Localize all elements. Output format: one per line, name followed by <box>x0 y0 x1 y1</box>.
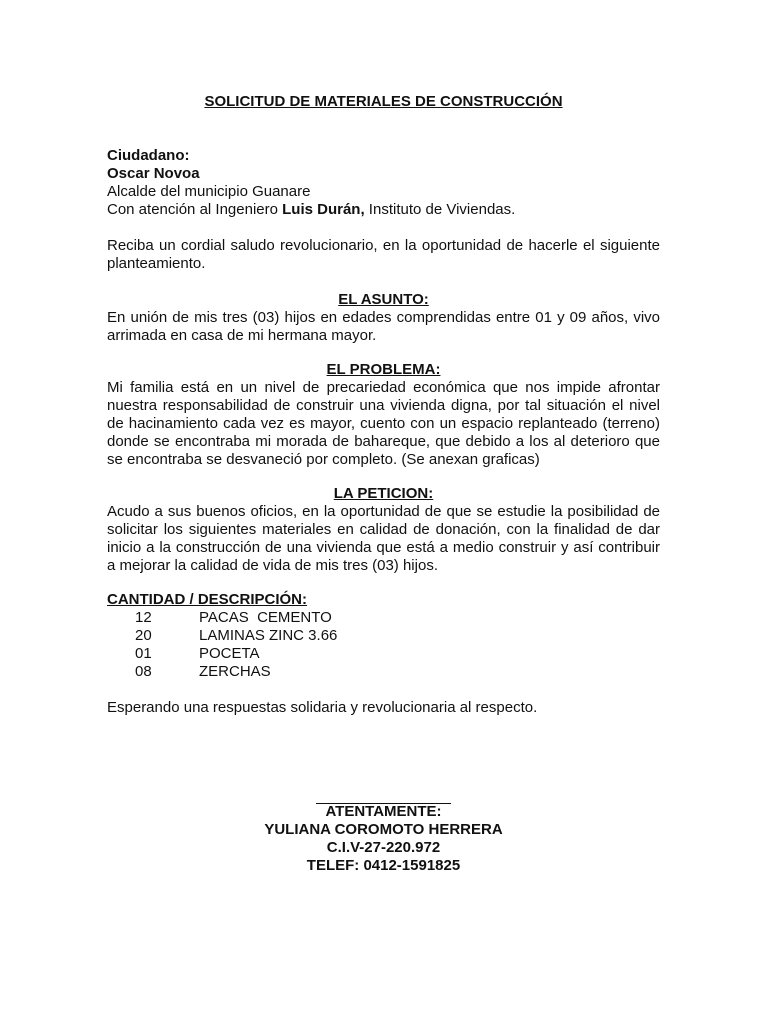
item-quantity: 08 <box>135 663 152 680</box>
attention-name: Luis Durán, <box>282 201 365 218</box>
letter-body <box>107 93 660 717</box>
item-description: PACAS CEMENTO <box>199 609 332 626</box>
signature-block <box>107 785 660 875</box>
item-description: ZERCHAS <box>199 663 271 680</box>
problema-heading: EL PROBLEMA: <box>326 361 441 378</box>
signer-id: C.I.V-27-220.972 <box>326 839 441 856</box>
list-item <box>107 609 660 627</box>
item-quantity: 01 <box>135 645 152 662</box>
signature-line <box>316 785 451 804</box>
recipient-label: Ciudadano: <box>107 147 190 164</box>
list-item <box>107 627 660 645</box>
attention-line <box>107 201 660 219</box>
recipient-position: Alcalde del municipio Guanare <box>107 183 311 200</box>
signer-name: YULIANA COROMOTO HERRERA <box>264 821 503 838</box>
closing-paragraph: Esperando una respuestas solidaria y revolucionaria al respecto. <box>107 699 538 716</box>
peticion-paragraph: Acudo a sus buenos oficios, en la oportunidad de que se estudie la posibilidad de solicitar los siguientes materiales en calidad de donación, con la finalidad de dar inicio a la construcción de una vivienda que está a medio construir y así contribuir a mejorar la calidad de vida de mis tres (03) hijos. <box>107 503 660 574</box>
item-quantity: 12 <box>135 609 152 626</box>
attention-suffix: Instituto de Viviendas. <box>364 201 516 218</box>
item-description: POCETA <box>199 645 260 662</box>
asunto-paragraph: En unión de mis tres (03) hijos en edades comprendidas entre 01 y 09 años, vivo arrimada en casa de mi hermana mayor. <box>107 309 660 344</box>
list-item <box>107 663 660 681</box>
materials-heading: CANTIDAD / DESCRIPCIÓN: <box>107 591 308 608</box>
attention-prefix: Con atención al Ingeniero <box>107 201 283 218</box>
peticion-heading: LA PETICION: <box>333 485 434 502</box>
problema-paragraph: Mi familia está en un nivel de precariedad económica que nos impide afrontar nuestra responsabilidad de construir una vivienda digna, por tal situación el nivel de hacinamiento cada vez es mayor, cuento con un espacio replanteado (terreno) donde se encontraba mi morada de bahareque, que debido a los al deterioro que se encontraba se desvaneció por completo. (Se anexan graficas) <box>107 379 660 468</box>
signer-phone: TELEF: 0412-1591825 <box>306 857 461 874</box>
recipient-name: Oscar Novoa <box>107 165 200 182</box>
item-description: LAMINAS ZINC 3.66 <box>199 627 338 644</box>
signature-salutation: ATENTAMENTE: <box>325 803 442 820</box>
item-quantity: 20 <box>135 627 152 644</box>
document-title: SOLICITUD DE MATERIALES DE CONSTRUCCIÓN <box>204 93 563 110</box>
materials-list <box>107 609 660 681</box>
list-item <box>107 645 660 663</box>
asunto-heading: EL ASUNTO: <box>338 291 429 308</box>
greeting-paragraph: Reciba un cordial saludo revolucionario, en la oportunidad de hacerle el siguiente planteamiento. <box>107 237 660 272</box>
